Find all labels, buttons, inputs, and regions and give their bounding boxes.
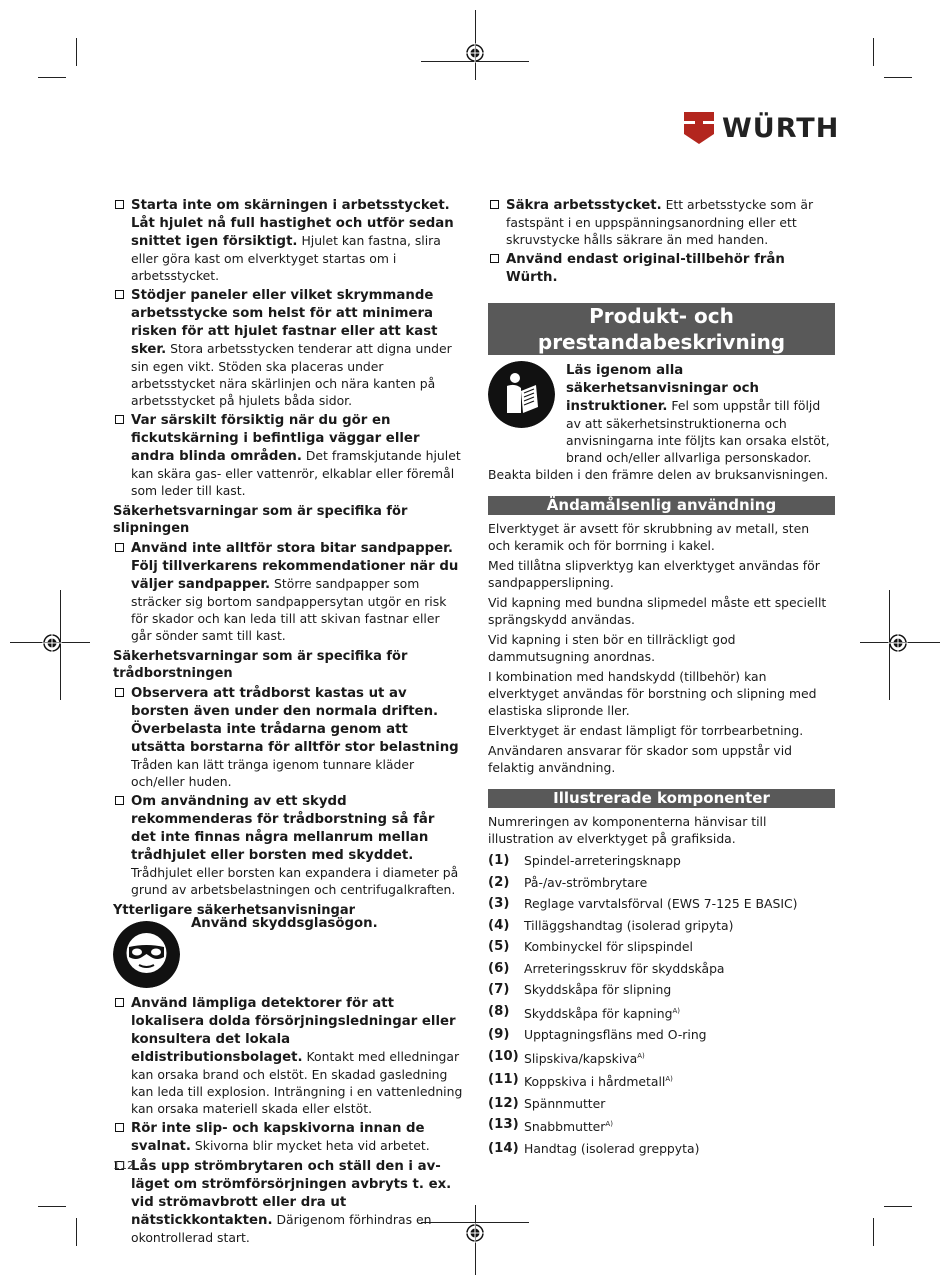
list-item [113,994,463,1117]
component-label-text: Snabbmutter [524,1119,606,1135]
component-number: (3) [488,896,510,911]
checkbox-bullet-icon [490,254,499,263]
bold-text: Läs igenom alla säkerhetsanvisningar och instruktioner. [566,363,759,414]
component-label [524,1138,699,1160]
crop-mark [76,1218,77,1246]
crop-mark [38,1206,66,1207]
body-text: Kontakt med elledningar kan orsaka brand och elstöt. En skadad gasledning kan leda till explosion. Inträngning i en vattenledning kan orsaka materiell skada eller elstöt. [131,1049,463,1116]
footnote-marker: A) [637,1051,645,1060]
list-item [113,286,463,409]
checkbox-bullet-icon [115,415,124,424]
component-label [524,915,733,937]
bold-text: Använd lämpliga detektorer för att lokalisera dolda försörjningsledningar eller konsultera det lokala eldistributionsbolaget. [131,996,456,1065]
component-item [488,893,835,915]
component-label-text: Upptagningsfläns med O-ring [524,1027,707,1043]
component-label [524,1046,645,1070]
bold-text: Stödjer paneler eller vilket skrymmande arbetsstycke som helst för att minimera risken för att hjulet fastnar eller att kast sker. [131,288,438,357]
bold-text: Använd endast original-tillbehör från Würth. [506,252,785,285]
list-item [488,196,835,248]
usage-paragraph: Med tillåtna slipverktyg kan elverktyget användas för sandpapperslipning. [488,558,820,590]
body-text: Det framskjutande hjulet kan skära gas- eller vattenrör, elkablar eller föremål som leder till kast. [131,448,461,498]
component-number: (5) [488,939,510,954]
component-label [524,1114,613,1138]
component-label-text: På-/av-strömbrytare [524,874,648,890]
component-item [488,1024,835,1046]
registration-mark-icon [888,633,908,653]
bold-text: Var särskilt försiktig när du gör en fickutskärning i befintliga väggar eller andra blinda områden. [131,413,420,464]
bold-text: Lås upp strömbrytaren och ställ den i av-läget om strömförsörjningen avbryts t. ex. vid strömavbrott eller dra ut nätstickkontakten. [131,1159,452,1228]
body-text: Stora arbetsstycken tenderar att digna under sin egen vikt. Stöden ska placeras under arbetsstycket nära skärlinjen och nära kanten på arbetsstycket på hjulets båda sidor. [131,341,452,408]
component-number: (11) [488,1072,519,1088]
brand-name: WÜRTH [722,112,840,144]
checkbox-bullet-icon [115,688,124,697]
body-text: Trådhjulet eller borsten kan expandera i diameter på grund av arbetsbelastningen och centrifugalkraften. [131,865,459,897]
list-item [113,792,463,898]
component-item [488,1138,835,1160]
list-item [113,684,463,790]
crop-mark [873,38,874,66]
list-item [113,1157,463,1246]
right-column [488,196,835,1160]
read-manual-icon [488,361,555,428]
bold-text: Om användning av ett skydd rekommenderas för trådborstning så får det inte finnas några mellanrum mellan trådhjulet eller borsten med skyddet. [131,794,435,863]
component-number: (8) [488,1003,510,1019]
checkbox-bullet-icon [490,200,499,209]
component-label-text: Handtag (isolerad greppyta) [524,1141,700,1156]
crop-mark [884,77,912,78]
page-number: 112 [113,1159,134,1172]
component-item [488,1046,835,1070]
component-label-text: Slipskiva/kapskiva [524,1050,638,1066]
components-intro: Numreringen av komponenterna hänvisar till illustration av elverktyget på grafiksida. [488,814,767,846]
read-text [566,361,835,466]
list-item [113,196,463,284]
component-label-text: Spännmutter [524,1095,606,1111]
wurth-logo-icon [684,112,714,144]
component-number: (2) [488,874,510,890]
component-item [488,936,835,958]
footnote-marker: A) [672,1006,681,1015]
body-text: Större sandpapper som sträcker sig bortom sandpappersytan utgör en risk för skador och kan leda till att skivan fastnar eller går sönder samt till kast. [131,576,447,643]
read-manual-notice [488,361,835,466]
usage-paragraph: Vid kapning med bundna slipmedel måste ett speciellt sprängskydd användas. [488,595,827,627]
safety-goggles-icon [113,921,180,988]
section-heading: Produkt- och prestandabeskrivning [488,303,835,355]
footnote-marker: A) [665,1075,673,1084]
component-number: (6) [488,960,510,976]
goggles-text: Använd skyddsglasögon. [191,916,378,931]
component-label-text: Arreteringsskruv för skyddskåpa [524,960,725,976]
component-item [488,1114,835,1138]
component-label-text: Koppskiva i hårdmetall [524,1074,666,1090]
component-label [524,979,671,1001]
component-number: (14) [488,1141,519,1156]
checkbox-bullet-icon [115,200,124,209]
bold-text: Säkra arbetsstycket. [506,198,662,213]
usage-paragraph: Användaren ansvarar för skador som uppstår vid felaktig användning. [488,743,793,775]
crop-mark [38,77,66,78]
section-heading: Ändamålsenlig användning [488,496,835,515]
goggles-notice [113,916,463,988]
usage-paragraph: I kombination med handskydd (tillbehör) kan elverktyget användas för borstning och slipning med elastiska slipronde ller. [488,669,817,718]
crop-mark [884,1206,912,1207]
component-number: (9) [488,1027,510,1043]
component-number: (10) [488,1048,519,1064]
usage-paragraph: Elverktyget är avsett för skrubbning av metall, sten och keramik och för borrning i kakel. [488,521,810,553]
component-label-text: Skyddskåpa för kapning [524,1005,673,1021]
checkbox-bullet-icon [115,998,124,1007]
component-label-text: Kombinyckel för slipspindel [524,939,693,954]
crop-mark [873,1218,874,1246]
component-label-text: Spindel-arreteringsknapp [524,853,681,868]
component-label [524,958,725,980]
component-label [524,850,681,872]
body-text: Skivorna blir mycket heta vid arbetet. [194,1138,430,1153]
checkbox-bullet-icon [115,290,124,299]
components-list [488,850,835,1160]
component-label [524,1093,605,1115]
bold-text: Starta inte om skärningen i arbetsstycket. Låt hjulet nå full hastighet och utför sedan snittet igen försiktigt. [131,198,454,249]
checkbox-bullet-icon [115,796,124,805]
subheading: Säkerhetsvarningar som är specifika för slipningen [113,504,408,536]
component-number: (13) [488,1117,519,1133]
bold-text: Använd inte alltför stora bitar sandpapper. Följ tillverkarens rekommendationer när du väljer sandpapper. [131,541,459,592]
registration-mark-icon [465,43,485,63]
section-heading: Illustrerade komponenter [488,789,835,808]
component-label [524,872,647,894]
body-text: Fel som uppstår till följd av att säkerhetsinstruktionerna och anvisningarna inte följts kan orsaka elstöt, brand och/eller allvarliga personskador. [566,398,830,465]
body-text: Ett arbetsstycke som är fastspänt i en uppspänningsanordning eller ett skruvstycke hålls säkrare än med handen. [506,197,814,247]
component-label-text: Reglage varvtalsförval (EWS 7-125 E BASIC) [524,896,798,911]
component-item [488,872,835,894]
registration-mark-icon [465,1223,485,1243]
checkbox-bullet-icon [115,1123,124,1132]
component-item [488,1001,835,1025]
bold-text: Observera att trådborst kastas ut av borsten även under den normala driften. Överbelasta inte trådarna genom att utsätta borstarna för alltför stor belastning [131,686,459,755]
list-item [113,411,463,499]
wurth-logo [684,112,839,144]
registration-mark-icon [42,633,62,653]
component-label [524,1024,707,1046]
bold-text: Rör inte slip- och kapskivorna innan de svalnat. [131,1121,425,1154]
left-column [113,196,463,1248]
component-label-text: Skyddskåpa för slipning [524,982,672,997]
component-item [488,850,835,872]
body-text: Därigenom förhindras en okontrollerad start. [131,1212,432,1245]
component-number: (7) [488,982,510,997]
subheading: Ytterligare säkerhetsanvisningar [113,903,356,918]
body-text: Tråden kan lätt tränga igenom tunnare kläder och/eller huden. [131,757,415,789]
crop-mark [76,38,77,66]
component-number: (4) [488,917,510,933]
component-label [524,1069,673,1093]
component-number: (1) [488,853,510,868]
subheading: Säkerhetsvarningar som är specifika för trådborstningen [113,649,408,681]
checkbox-bullet-icon [115,543,124,552]
component-number: (12) [488,1095,519,1111]
component-label [524,936,693,958]
list-item [113,539,463,644]
component-item [488,1093,835,1115]
usage-paragraph: Elverktyget är endast lämpligt för torrbearbetning. [488,723,804,738]
list-item [488,250,835,286]
usage-paragraph: Vid kapning i sten bör en tillräckligt god dammutsugning anordnas. [488,632,736,664]
footnote-marker: A) [605,1120,613,1129]
component-item [488,958,835,980]
usage-list [488,520,835,776]
body-text: Hjulet kan fastna, slira eller göra kast om elverktyget startas om i arbetsstycket. [131,233,441,283]
component-item [488,915,835,937]
component-label-text: Tilläggshandtag (isolerad gripyta) [524,917,734,933]
component-item [488,979,835,1001]
note-text: Beakta bilden i den främre delen av bruksanvisningen. [488,467,829,482]
component-label [524,1001,680,1025]
component-item [488,1069,835,1093]
component-label [524,893,797,915]
list-item [113,1119,463,1155]
